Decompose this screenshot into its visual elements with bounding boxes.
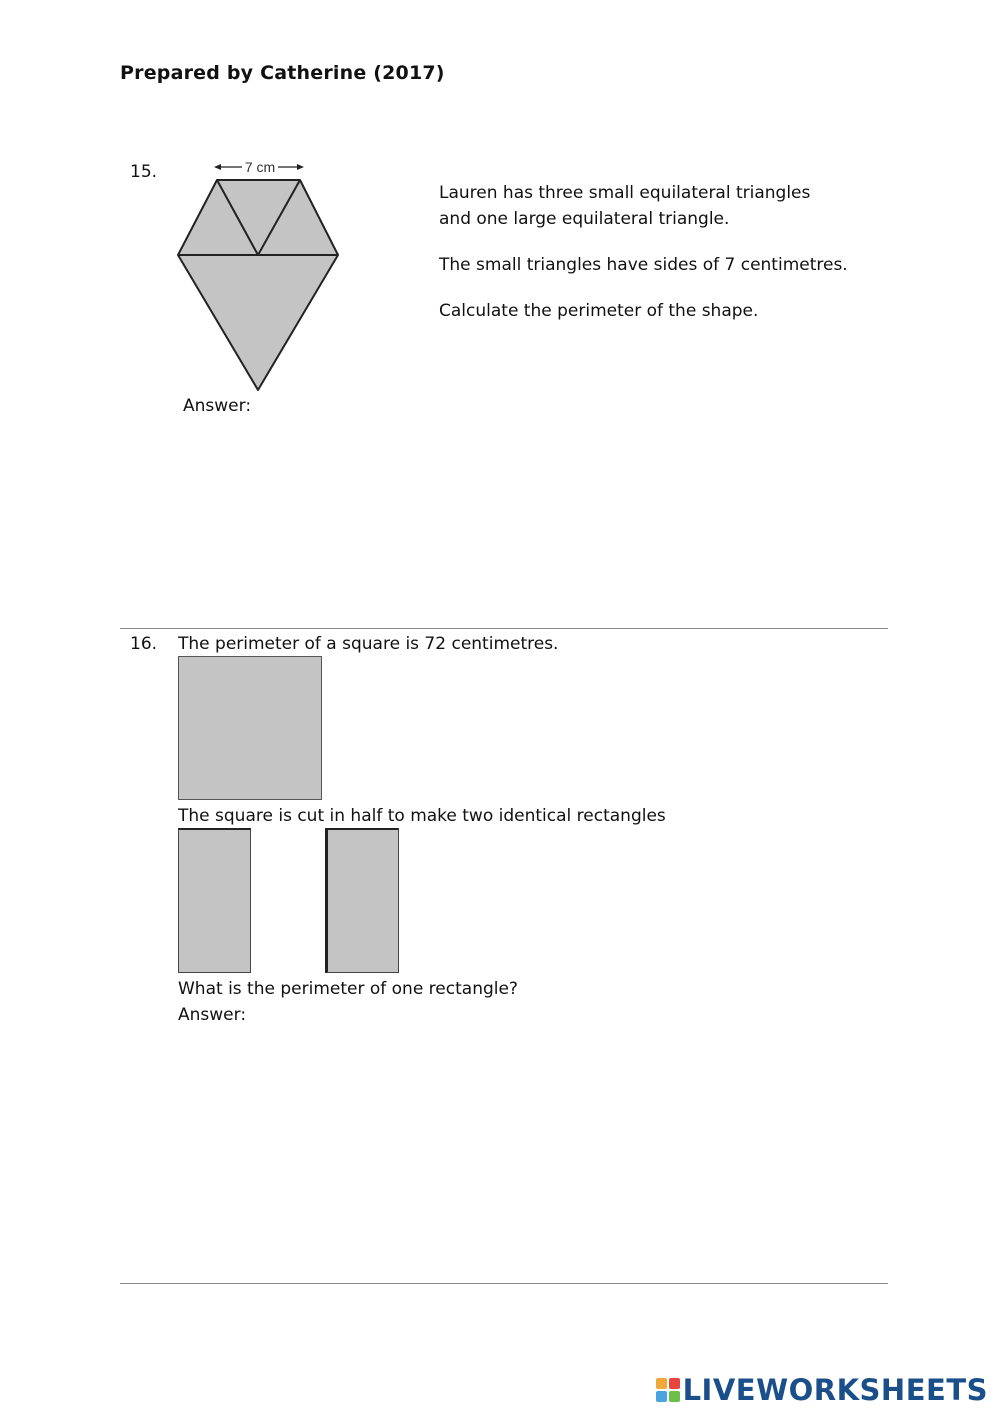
page-header: Prepared by Catherine (2017): [120, 62, 445, 84]
liveworksheets-logo-icon: [656, 1378, 680, 1402]
question-15-number: 15.: [130, 162, 158, 182]
square-shape: [178, 656, 322, 800]
logo-wordmark: LIVEWORKSHEETS: [682, 1373, 988, 1407]
question-16-number: 16.: [130, 634, 158, 654]
dimension-label: 7 cm: [244, 159, 276, 175]
shape-outline: [178, 180, 338, 390]
dimension-arrow-right-icon: [297, 164, 304, 170]
q15-line-1: Lauren has three small equilateral triangles: [439, 183, 811, 203]
q16-cut-text: The square is cut in half to make two identical rectangles: [178, 806, 666, 826]
rectangle-left: [178, 828, 251, 973]
q15-line-3: The small triangles have sides of 7 centimetres.: [439, 255, 848, 275]
liveworksheets-logo: [656, 1372, 988, 1408]
q16-statement: The perimeter of a square is 72 centimetres.: [178, 634, 559, 654]
divider-bottom: [120, 1283, 888, 1284]
dimension-arrow-left-icon: [214, 164, 221, 170]
q16-question: What is the perimeter of one rectangle?: [178, 979, 518, 999]
rectangle-right: [325, 828, 399, 973]
q15-line-2: and one large equilateral triangle.: [439, 209, 730, 229]
q15-line-4: Calculate the perimeter of the shape.: [439, 301, 759, 321]
q15-answer-label: Answer:: [183, 396, 252, 416]
triangle-diagram: [170, 155, 350, 395]
divider-top: [120, 628, 888, 629]
q16-answer-label: Answer:: [178, 1005, 247, 1025]
